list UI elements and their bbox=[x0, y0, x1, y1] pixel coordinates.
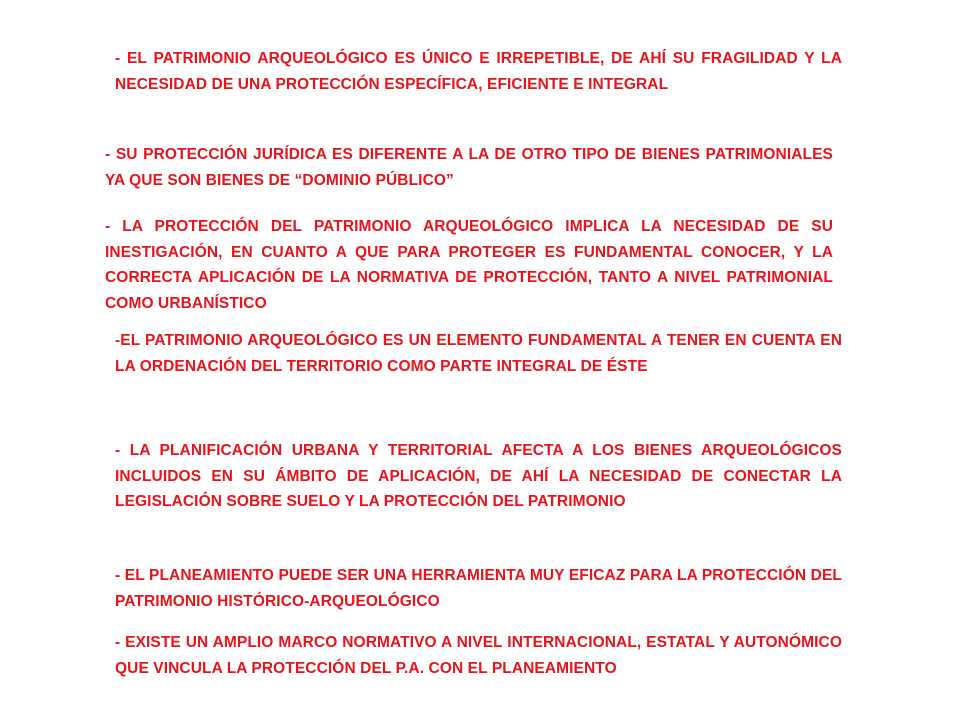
paragraph-research-need: - LA PROTECCIÓN DEL PATRIMONIO ARQUEOLÓGICO IMPLICA LA NECESIDAD DE SU INESTIGACIÓN, EN CUANTO A QUE PARA PROTEGER ES FUNDAMENTAL CONOCER, Y LA CORRECTA APLICACIÓN DE LA NORMATIVA DE PROTECCIÓN, TANTO A NIVEL PATRIMONIAL COMO URBANÍSTICO bbox=[105, 218, 833, 312]
paragraph-regulatory-framework: - EXISTE UN AMPLIO MARCO NORMATIVO A NIVEL INTERNACIONAL, ESTATAL Y AUTONÓMICO QUE VINCULA LA PROTECCIÓN DEL P.A. CON EL PLANEAMIENTO bbox=[115, 634, 842, 677]
paragraph-urban-planning-impact: - LA PLANIFICACIÓN URBANA Y TERRITORIAL AFECTA A LOS BIENES ARQUEOLÓGICOS INCLUIDOS EN SU ÁMBITO DE APLICACIÓN, DE AHÍ LA NECESIDAD DE CONECTAR LA LEGISLACIÓN SOBRE SUELO Y LA PROTECCIÓN DEL PATRIMONIO bbox=[115, 442, 842, 510]
paragraph-unique-heritage: - EL PATRIMONIO ARQUEOLÓGICO ES ÚNICO E IRREPETIBLE, DE AHÍ SU FRAGILIDAD Y LA NECESIDAD DE UNA PROTECCIÓN ESPECÍFICA, EFICIENTE E INTEGRAL bbox=[115, 50, 842, 93]
paragraph-territorial-planning: -EL PATRIMONIO ARQUEOLÓGICO ES UN ELEMENTO FUNDAMENTAL A TENER EN CUENTA EN LA ORDENACIÓN DEL TERRITORIO COMO PARTE INTEGRAL DE ÉSTE bbox=[115, 332, 842, 375]
paragraph-legal-protection: - SU PROTECCIÓN JURÍDICA ES DIFERENTE A LA DE OTRO TIPO DE BIENES PATRIMONIALES YA QUE SON BIENES DE “DOMINIO PÚBLICO” bbox=[105, 146, 833, 189]
paragraph-planning-tool: - EL PLANEAMIENTO PUEDE SER UNA HERRAMIENTA MUY EFICAZ PARA LA PROTECCIÓN DEL PATRIMONIO HISTÓRICO-ARQUEOLÓGICO bbox=[115, 567, 842, 610]
